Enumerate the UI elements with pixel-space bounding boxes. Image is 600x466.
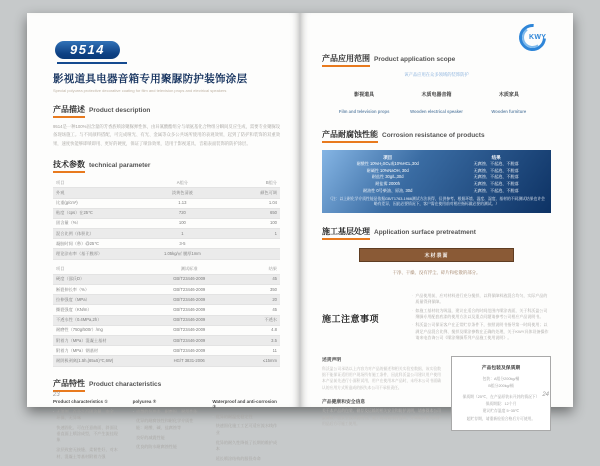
list-item: · 延长喷涂结构的服役寿命 bbox=[212, 455, 261, 461]
corrosion-row: 耐酸性 10%H₂SO₄或10%HCL,30d 无腐蚀、不起泡、不脱落 bbox=[356, 161, 519, 167]
table-row: 不透水性（0.4MPa,2h） GB/T23446-2009 不透水 bbox=[53, 316, 280, 326]
heading-en: technical parameter bbox=[89, 162, 151, 170]
table-row: 硬度（邵氏D） GB/T23446-2009 45 bbox=[53, 275, 280, 285]
list-item: · 优异的耐腐蚀性和耐化学介质性能：耐酸、碱、盐腐蚀等 bbox=[132, 418, 194, 430]
safety-title: 产品健康和安全信息 bbox=[322, 400, 366, 406]
list-item: · 优异的耐久性降低了长期的维护成本 bbox=[212, 439, 278, 451]
characteristics-columns bbox=[53, 399, 280, 466]
table-row: 混合比例（体积比） 1 1 bbox=[53, 229, 280, 239]
application-item: 木质家具 Wooden furniture bbox=[491, 92, 527, 114]
list-item: · 优良的防水耐腐蚀性能 bbox=[132, 444, 177, 450]
corrosion-row: 耐碱性 10%NaOH, 30d 无腐蚀、不起泡、不脱落 bbox=[366, 167, 519, 173]
heading-en: Product characteristics bbox=[89, 380, 162, 388]
section-corrosion-heading bbox=[322, 129, 551, 143]
packaging-line: 包装：A组分200kg/桶 bbox=[482, 376, 520, 381]
section-pretreatment-heading bbox=[322, 226, 551, 240]
page-left bbox=[27, 13, 300, 461]
packaging-line: 保质期（25℃，在产品原装未开封的情况下） bbox=[462, 394, 540, 399]
application-items bbox=[328, 91, 545, 114]
list-item: · 产品使用前，应对材料进行充分搅拌，以利保障料液混合均匀，实际产品的质量得到保障。 bbox=[412, 292, 548, 304]
heading-zh: 技术参数 bbox=[53, 159, 85, 173]
badge-text: 9514 bbox=[55, 41, 120, 59]
packaging-title: 产品包装及保质期 bbox=[481, 365, 521, 371]
col-title: Product characteristics ① bbox=[53, 398, 109, 404]
description-body: 9514是一种100%固含量的芳香族喷涂聚脲弹性体，由异氰酸酯组分与端氨基化合物组分瞬间反应生成，需要专业聚脲设备现场施工。与不同颜料搭配，可完成哑光、有光、金属等众多公共场所使用的表观效果，起到了防护和装饰的双重效果，速度快能够即喷即用、更好的硬度，保证了喷涂效果，适用于影视道具、音箱表面装饰的防护涂层。 bbox=[53, 124, 280, 146]
corrosion-row: 耐盐雾 2000h 无腐蚀、不起泡、不脱落 bbox=[375, 180, 519, 186]
characteristics-col-3 bbox=[212, 399, 280, 466]
table-row: 耐磨性（750g/500r）/mg GB/T23446-2009 4.8 bbox=[53, 326, 280, 336]
table-row: 拉伸强度（MPa） GB/T23446-2009 20 bbox=[53, 295, 280, 305]
table-row: 粘度（cps）在25℃ 720 650 bbox=[53, 209, 280, 219]
table-row: 凝胶时间（秒）@25℃ 3-5 bbox=[53, 239, 280, 249]
packaging-line: 建议贮存温度 5~35℃ bbox=[482, 409, 520, 414]
corrosion-row: 耐油性 0号柴油、原油, 30d 无腐蚀、不起泡、不脱落 bbox=[362, 187, 519, 193]
page-number-right: 24 bbox=[542, 392, 549, 398]
badge-underline bbox=[57, 62, 127, 64]
table-row: 耐阴极剥离(1.5h,(65±5)℃,6W) HG/T 3831-2006 ≤15mm bbox=[53, 356, 280, 366]
table-row: 附着力（MPa）钢基材 GB/T23446-2009 11 bbox=[53, 346, 280, 356]
precautions-list bbox=[412, 293, 551, 344]
disclaimer-body: 科沃盈公司承诺以上内容为对产品的描述和相关实验室数据，该实验数据不能保证适用用户现场所有施工条件，因此科沃盈公司建议用户使用本产品前先进行小面积试用，用户在使用本产品时，未经本公司书面确认的应用方式所造成的损失本公司不承担责任。 bbox=[322, 366, 441, 390]
packaging-box bbox=[451, 356, 551, 431]
packaging-line: B组分200kg/桶 bbox=[488, 383, 514, 388]
th: 项目 bbox=[56, 266, 65, 272]
table-row: 比重(g/cm³) 1.13 1.04 bbox=[53, 199, 280, 209]
corrosion-header-row: 项目 结果 bbox=[383, 155, 501, 160]
section-application-heading bbox=[322, 53, 551, 67]
list-item: · 涂层致密无接缝、柔韧性好，对木材、混凝土等基材附着力强 bbox=[53, 447, 118, 459]
list-item: · 快速固化施工工艺可适应流水线作业 bbox=[212, 423, 278, 435]
section-characteristics-heading bbox=[53, 378, 280, 392]
packaging-line: 保质期限：12个月 bbox=[485, 402, 517, 407]
list-item: · 如施工基材较为吸湿，建议在适合的时间范围内喷涂表面，关于科沃盈公司聚脲专用配套底漆的使用方法以及重点问题请参考公司相应产品说明书。 bbox=[412, 307, 548, 319]
heading-zh: 施工基层处理 bbox=[322, 226, 370, 240]
page-right bbox=[300, 13, 573, 427]
disclaimer-block bbox=[322, 356, 441, 435]
th: 项目 bbox=[56, 179, 65, 185]
page-title: 影视道具电器音箱专用聚脲防护装饰涂层 bbox=[53, 73, 248, 85]
heading-en: Corrosion resistance of products bbox=[382, 132, 485, 139]
th: B组分 bbox=[265, 179, 277, 185]
list-item: · 快速固化、可在任意曲面、斜面及垂直面上喷涂成型，不产生流挂现象 bbox=[53, 424, 118, 443]
table-row: 理论涂布率（基于膜厚） 1.05kg/㎡ 膜厚1mm bbox=[53, 249, 280, 259]
th: 测试标准 bbox=[180, 266, 198, 272]
characteristics-col-2 bbox=[133, 399, 201, 466]
table-header-row bbox=[53, 178, 280, 188]
section-description-heading bbox=[53, 104, 280, 118]
col-title: polyurea ② bbox=[132, 398, 157, 404]
heading-en: Product application scope bbox=[374, 56, 456, 63]
disclaimer-title: 述责声明 bbox=[322, 357, 342, 363]
heading-zh: 产品应用范围 bbox=[322, 53, 370, 67]
corrosion-table bbox=[322, 150, 551, 213]
tech-parameter-table bbox=[53, 178, 280, 260]
table-row: 固含量（%） 100 100 bbox=[53, 219, 280, 229]
heading-en: Application surface pretreatment bbox=[374, 229, 476, 237]
application-item: 影视道具 Film and television props bbox=[338, 92, 390, 114]
pretreatment-line: 干净、干燥、没有浮尘、碎片和松散的部分。 bbox=[392, 269, 481, 275]
list-item: · 卓越的抗冲击、耐磨损、耐刮性能 bbox=[132, 408, 198, 414]
product-code-badge bbox=[53, 41, 280, 64]
application-caption: 该产品应用在众多领域的装饰防护 bbox=[404, 72, 469, 77]
page-number-left: 23 bbox=[53, 392, 60, 398]
table-row: 附着力（MPa）混凝土基材 GB/T23446-2009 3.5 bbox=[53, 336, 280, 346]
bottom-section bbox=[322, 356, 551, 435]
characteristics-col-1 bbox=[53, 399, 121, 466]
heading-zh: 产品特性 bbox=[53, 378, 85, 392]
table-row: 断裂伸长率（%） GB/T23446-2009 350 bbox=[53, 285, 280, 295]
application-item: 木质电器音箱 Wooden electrical speaker bbox=[410, 92, 463, 114]
page-subtitle-en: Special polyurea protective decorative coating for film and television props and electrical speakers bbox=[53, 88, 227, 93]
list-item: · 优异的耐温变稳定性 bbox=[212, 413, 253, 419]
heading-zh: 产品耐腐蚀性能 bbox=[322, 129, 378, 143]
precautions-section bbox=[322, 293, 551, 344]
section-tech-heading bbox=[53, 159, 280, 173]
logo-text: KWY bbox=[529, 34, 547, 41]
list-item: · 良好的减震性能 bbox=[132, 434, 165, 440]
precautions-title: 施工注意事项 bbox=[322, 313, 380, 324]
table-row: 外观 淡黄色清液 颜色可调 bbox=[53, 188, 280, 198]
table-header-row bbox=[53, 265, 280, 275]
heading-zh: 产品描述 bbox=[53, 104, 85, 118]
th: A组分 bbox=[176, 179, 188, 185]
col-title: Waterproof and anti-corrosion ③ bbox=[212, 398, 277, 409]
heading-en: Product description bbox=[89, 107, 151, 114]
packaging-line: 超贮存期，请重新检验合格后方可使用。 bbox=[466, 416, 536, 421]
list-item: · 科沃盈公司保证客户在正常贮存条件下，按照说明书指导第一时间使用；以满足产品混合比例、搅拌及喷涂参数在正确的处理，关于KWY具体设备操作请来电咨询公司《喷涂聚脲系列产品施工使用说明》。 bbox=[412, 322, 549, 340]
wood-surface-banner: 木材表面 bbox=[359, 248, 515, 261]
kwy-logo-icon bbox=[519, 24, 553, 58]
safety-body: 关于本产品的包装、储存及运输的相关安全和防护说明，请参阅本公司最新版产品安全技术说明书，施工现场请保持通风，并佩戴好相关防护用品后方可施工使用。 bbox=[322, 409, 441, 427]
th: 结果 bbox=[268, 266, 277, 272]
list-item: · 无溶剂、百分之百固含量、安全、环保、无异味 bbox=[53, 408, 118, 420]
corrosion-note: （注：以上耐化学介质性能是依据GB/T1763-1966测试方法获得，仅供参考。根据环境、温度、湿度、基材的不同测试结果也许会略有差异，因此必要情况下，客户需在使用前对相应指标做必要的测试。） bbox=[328, 196, 545, 207]
table-row: 撕裂强度（KN/m） GB/T23446-2009 45 bbox=[53, 305, 280, 315]
corrosion-row: 耐盐性 30g/L,30d 无腐蚀、不起泡、不脱落 bbox=[371, 174, 519, 180]
document-spread bbox=[27, 13, 573, 461]
test-result-table bbox=[53, 265, 280, 367]
